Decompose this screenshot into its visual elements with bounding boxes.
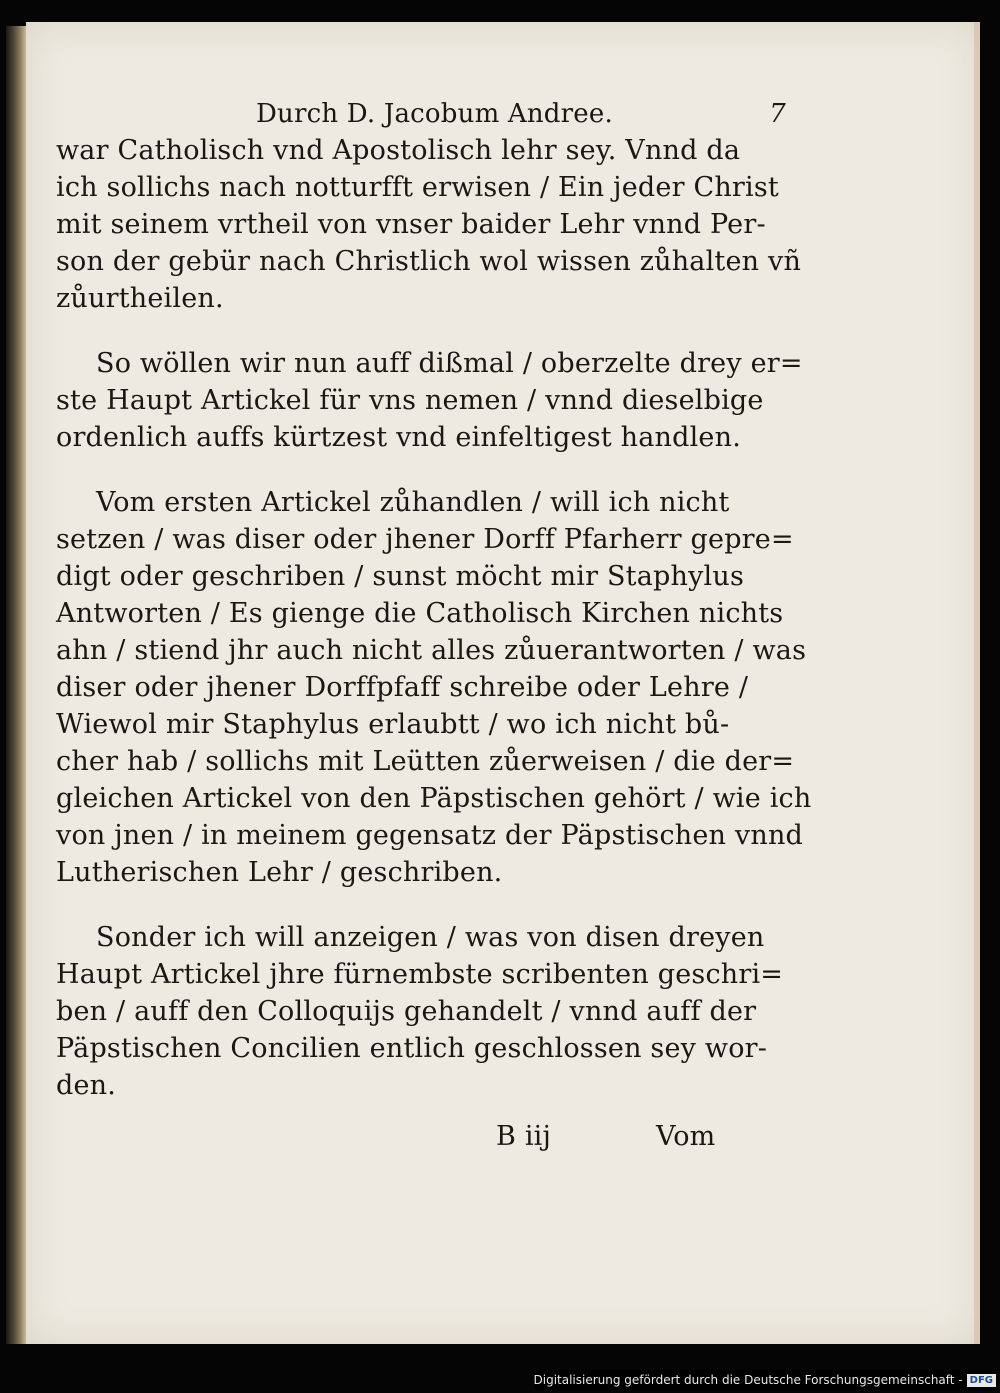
running-head-title: Durch D. Jacobum Andree. [256,99,613,129]
text-line: von jnen / in meinem gegensatz der Päpstischen vnnd [56,820,804,851]
signature-mark: B iij [496,1121,552,1152]
text-line: ordenlich auffs kürtzest vnd einfeltigest handlen. [56,422,741,453]
paragraph-1 [56,132,802,317]
text-line: Haupt Artickel jhre fürnembste scribenten geschri= [56,959,784,990]
text-line: diser oder jhener Dorffpfaff schreibe oder Lehre / [56,672,749,703]
catchword: Vom [656,1121,716,1152]
text-line: cher hab / sollichs mit Leütten zůerweisen / die der= [56,746,795,777]
text-line: den. [56,1070,117,1101]
text-line: setzen / was diser oder jhener Dorff Pfarherr gepre= [56,524,794,555]
page-footer [56,1118,756,1156]
text-line: war Catholisch vnd Apostolisch lehr sey. Vnnd da [56,135,741,166]
text-line: ahn / stiend jhr auch nicht alles zůuerantworten / was [56,635,807,666]
page-number: 7 [769,99,786,129]
paragraph-2 [56,345,803,456]
text-line: Lutherischen Lehr / geschriben. [56,857,503,888]
text-line: Wiewol mir Staphylus erlaubtt / wo ich nicht bů- [56,709,730,740]
book-spine-edge [6,26,26,1344]
text-line: mit seinem vrtheil von vnser baider Lehr vnnd Per- [56,209,766,240]
funding-credit [534,1370,997,1390]
dfg-logo-icon: DFG [967,1374,996,1387]
text-line: So wöllen wir nun auff dißmal / oberzelte drey er= [96,348,803,379]
text-line: Sonder ich will anzeigen / was von disen dreyen [96,922,765,953]
paragraph-3 [56,484,812,891]
text-line: ben / auff den Colloquijs gehandelt / vnnd auff der [56,996,757,1027]
text-line: ste Haupt Artickel für vns nemen / vnnd dieselbige [56,385,764,416]
text-line: digt oder geschriben / sunst möcht mir Staphylus [56,561,745,592]
text-line: son der gebür nach Christlich wol wissen zůhalten vñ [56,246,802,277]
text-line: zůurtheilen. [56,283,224,314]
text-line: Päpstischen Concilien entlich geschlossen sey wor- [56,1033,768,1064]
book-page [26,22,980,1344]
text-block [56,94,812,1156]
text-line: ich sollichs nach notturfft erwisen / Ein jeder Christ [56,172,779,203]
paragraph-4 [56,919,784,1104]
text-line: Vom ersten Artickel zůhandlen / will ich nicht [96,487,730,518]
running-head [256,96,786,132]
funding-text: Digitalisierung gefördert durch die Deutsche Forschungsgemeinschaft - [533,1373,963,1387]
text-line: gleichen Artickel von den Päpstischen gehört / wie ich [56,783,812,814]
text-line: Antworten / Es gienge die Catholisch Kirchen nichts [56,598,784,629]
